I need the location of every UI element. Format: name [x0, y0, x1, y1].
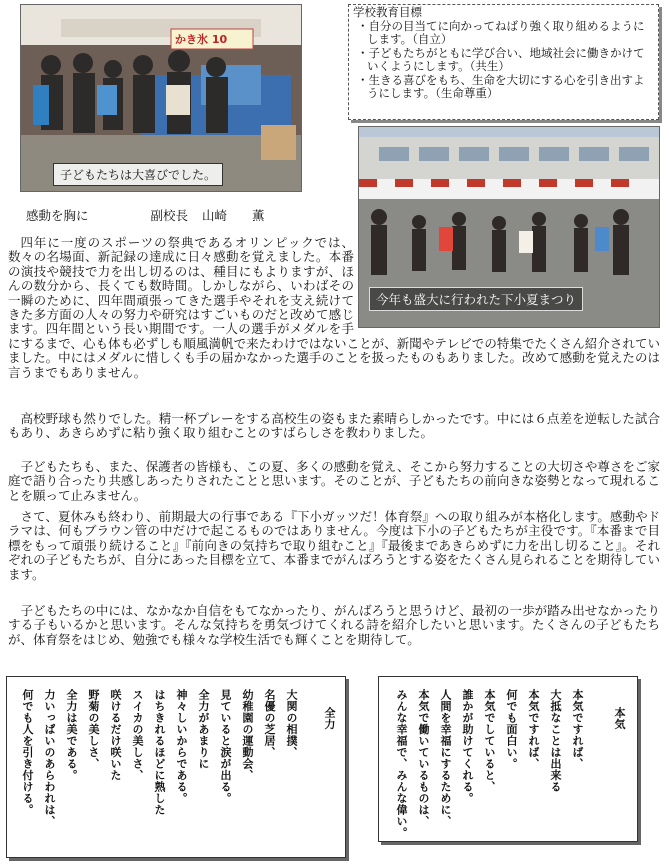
- poem-line: スイカの美しさ、: [131, 689, 144, 781]
- poem-line: はちきれるほどに熟した: [153, 689, 166, 816]
- author-role: 副校長: [150, 208, 189, 223]
- poem-line: 力いっぱいのあらわれは、: [43, 689, 56, 827]
- poem-line: 大関の相撲、: [285, 689, 298, 758]
- author-name: 山崎 薫: [202, 208, 265, 223]
- poem-honki-box: [378, 676, 638, 842]
- poem-line: 咲けるだけ咲いた: [109, 689, 122, 781]
- goals-title: 学校教育目標: [353, 5, 422, 19]
- article-heading: [26, 206, 265, 224]
- poem-line: 幼稚園の運動会、: [241, 689, 254, 781]
- poem-line: 誰かが助けてくれる。: [461, 689, 474, 804]
- kakigori-sign: かき氷 10: [175, 33, 228, 46]
- poem-line: 本気でしていると、: [483, 689, 496, 793]
- poem-line: 本気ですれば、: [527, 689, 540, 770]
- poem-line: 全力は美である。: [65, 689, 78, 781]
- poem-line: 何でも人を引き付ける。: [21, 689, 34, 816]
- poem-line: 見ていると涙が出る。: [219, 689, 232, 804]
- poem-line: 大抵なことは出来る: [549, 689, 562, 793]
- poem-line: 人間を幸福にするために、: [439, 689, 452, 827]
- article-paragraph-1-wrap: [8, 236, 660, 404]
- photo-float-spacer: [354, 236, 660, 328]
- photo-caption-right: 今年も盛大に行われた下小夏まつり: [369, 287, 583, 311]
- article-title: 感動を胸に: [26, 208, 89, 223]
- poem-line: 神々しいからである。: [175, 689, 188, 804]
- article-paragraph-1: 四年に一度のスポーツの祭典であるオリンピックでは、数々の名場面、新記録の達成に日々感動を覚えました。本番の演技や競技で力を出し切るのは、種目にもよりますが、ほんの数分から、長くても数時間。しかしながら、いわばその一瞬のために、四年間頑張ってきた選手やそれを支え続けてきた多方面の人々の努力や研究はすごいものだと改めて感じます。四年間という長い期間です。一人の選手がメダルを手にするまで、心も体も必ずしも順風満帆で来たわけではないことが、新聞やテレビでの特集でたくさん紹介されていました。中にはメダルに惜しくも手の届かなかった選手のことを扱ったものもありました。改めて感動を覚えたのは言うまでもありません。: [8, 235, 660, 380]
- poem-line: みんな幸福で、みんな偉い。: [395, 689, 408, 839]
- photo-caption-top: 子どもたちは大喜びでした。: [53, 163, 223, 186]
- article-paragraph-5: 子どもたちの中には、なかなか自信をもてなかったり、がんばろうと思うけど、最初の一歩が踏み出せなかったりする子もいるかと思います。そんな気持ちを勇気づけてくれる詩を紹介したいと思います。たくさんの子どもたちが、体育祭をはじめ、勉強でも様々な学校生活でも輝くことを期待して。: [8, 603, 660, 647]
- article-paragraph-2: 高校野球も然りでした。精一杯プレーをする高校生の姿もまた素晴らしかったです。中には６点差を逆転した試合もあり、あきらめずに粘り強く取り組むことのすばらしさを教わりました。: [8, 411, 660, 441]
- article-paragraph-4: さて、夏休みも終わり、前期最大の行事である『下小ガッツだ！体育祭』への取り組みが本格化します。感動やドラマは、何もブラウン管の中だけで起こるものではありません。今度は下小の子どもたちが主役です。『本番まで目標をもって頑張り続けること』『前向きの気持ちで取り組むこと』『最後まであきらめずに力を出し切ること』。それぞれの子どもたちが、自分にあった目標を立て、本番までがんばろうとする姿をたくさん見られることを期待しています。: [8, 509, 660, 582]
- poem-title: 本気: [613, 707, 626, 730]
- goal-item: ・生きる喜びをもち、生命を大切にする心を引き出すようにします。（生命尊重）: [357, 72, 645, 100]
- poem-zenryoku-box: [6, 676, 346, 858]
- festival-photo-kakigori: [20, 4, 302, 192]
- poem-line: 本気ですれば、: [571, 689, 584, 770]
- poem-line: 名優の芝居、: [263, 689, 276, 758]
- goal-item: ・自分の目当てに向かってねばり強く取り組めるようにします。（自立）: [357, 18, 645, 46]
- article-paragraph-3: 子どもたちも、また、保護者の皆様も、この夏、多くの感動を覚え、そこから努力することの大切さや尊さをご家庭で語り合ったり共感しあったりされたことと思います。そのことが、子どもたちの前向きな姿勢となって現れることを願って止みません。: [8, 459, 660, 503]
- goal-item: ・子どもたちがともに学び合い、地域社会に働きかけていくようにします。（共生）: [357, 45, 645, 73]
- poem-title: 全力: [323, 707, 336, 730]
- poem-line: 本気で働いているものは、: [417, 689, 430, 827]
- poem-line: 野菊の美しさ、: [87, 689, 100, 770]
- school-goals-box: [348, 4, 659, 120]
- poem-line: 何でも面白い。: [505, 689, 518, 770]
- poem-line: 全力があまりに: [197, 689, 210, 770]
